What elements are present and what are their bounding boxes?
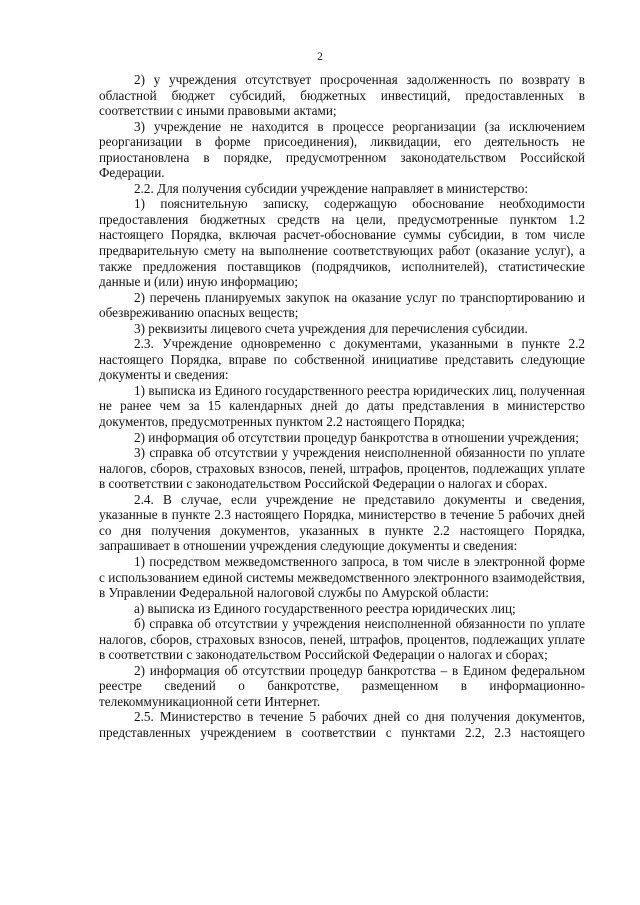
paragraph-2-5: 2.5. Министерство в течение 5 рабочих дней со дня получения документов, представленных учреждением в соответствии с пунктами 2.2, 2.3 настоящего: [99, 709, 585, 740]
paragraph-2-4-item-b: б) справка об отсутствии у учреждения неисполненной обязанности по уплате налогов, сборов, страховых взносов, пеней, штрафов, процентов, подлежащих уплате в соответствии с законодательством Российской Федерации о налогах и сборах;: [99, 616, 585, 663]
paragraph-2-4: 2.4. В случае, если учреждение не представило документы и сведения, указанные в пункте 2.3 настоящего Порядка, министерство в течение 5 рабочих дней со дня получения документов, указанных в пункте 2.2 настоящего Порядка, запрашивает в отношении учреждения следующие документы и сведения:: [99, 491, 585, 554]
document-body: [99, 72, 585, 741]
paragraph-2-3-item-2: 2) информация об отсутствии процедур банкротства в отношении учреждения;: [134, 429, 579, 445]
paragraph-item-2-debt: 2) у учреждения отсутствует просроченная задолженность по возврату в областной бюджет субсидий, бюджетных инвестиций, предоставленных в соответствии с иными правовыми актами;: [99, 72, 585, 119]
paragraph-item-3-reorganization: 3) учреждение не находится в процессе реорганизации (за исключением реорганизации в форме присоединения), ликвидации, его деятельность не приостановлена в порядке, предусмотренном законодательством Российской Федерации.: [99, 118, 585, 181]
paragraph-2-4-item-1: 1) посредством межведомственного запроса, в том числе в электронной форме с использованием единой системы межведомственного электронного взаимодействия, в Управлении Федеральной налоговой службы по Амурской области:: [99, 553, 585, 601]
paragraph-2-3: 2.3. Учреждение одновременно с документами, указанными в пункте 2.2 настоящего Порядка, вправе по собственной инициативе представить следующие документы и сведения:: [99, 336, 585, 383]
page-number: 2: [317, 51, 323, 63]
paragraph-2-2-item-1: 1) пояснительную записку, содержащую обоснование необходимости предоставления бюджетных средств на цели, предусмотренные пунктом 1.2 настоящего Порядка, включая расчет-обоснование суммы субсидии, в том числе предварительную смету на выполнение соответствующих работ (оказание услуг), а также предложения поставщиков (подрядчиков, исполнителей), статистические данные и (или) иную информацию;: [99, 196, 585, 290]
paragraph-2-2-item-3: 3) реквизиты лицевого счета учреждения для перечисления субсидии.: [134, 320, 528, 336]
paragraph-2-3-item-1: 1) выписка из Единого государственного реестра юридических лиц, полученная не ранее чем за 15 календарных дней до даты представления в министерство документов, предусмотренных пунктом 2.2 настоящего Порядка;: [99, 382, 585, 430]
paragraph-2-2: 2.2. Для получения субсидии учреждение направляет в министерство:: [134, 180, 529, 196]
paragraph-2-4-item-2: 2) информация об отсутствии процедур банкротства – в Едином федеральном реестре сведений о банкротстве, размещенном в информационно-телекоммуникационной сети Интернет.: [99, 662, 585, 709]
paragraph-2-3-item-3: 3) справка об отсутствии у учреждения неисполненной обязанности по уплате налогов, сборов, страховых взносов, пеней, штрафов, процентов, подлежащих уплате в соответствии с законодательством Российской Федерации о налогах и сборах.: [99, 445, 585, 492]
paragraph-2-4-item-a: а) выписка из Единого государственного реестра юридических лиц;: [134, 600, 516, 616]
paragraph-2-2-item-2: 2) перечень планируемых закупок на оказание услуг по транспортированию и обезвреживанию опасных веществ;: [99, 289, 585, 321]
